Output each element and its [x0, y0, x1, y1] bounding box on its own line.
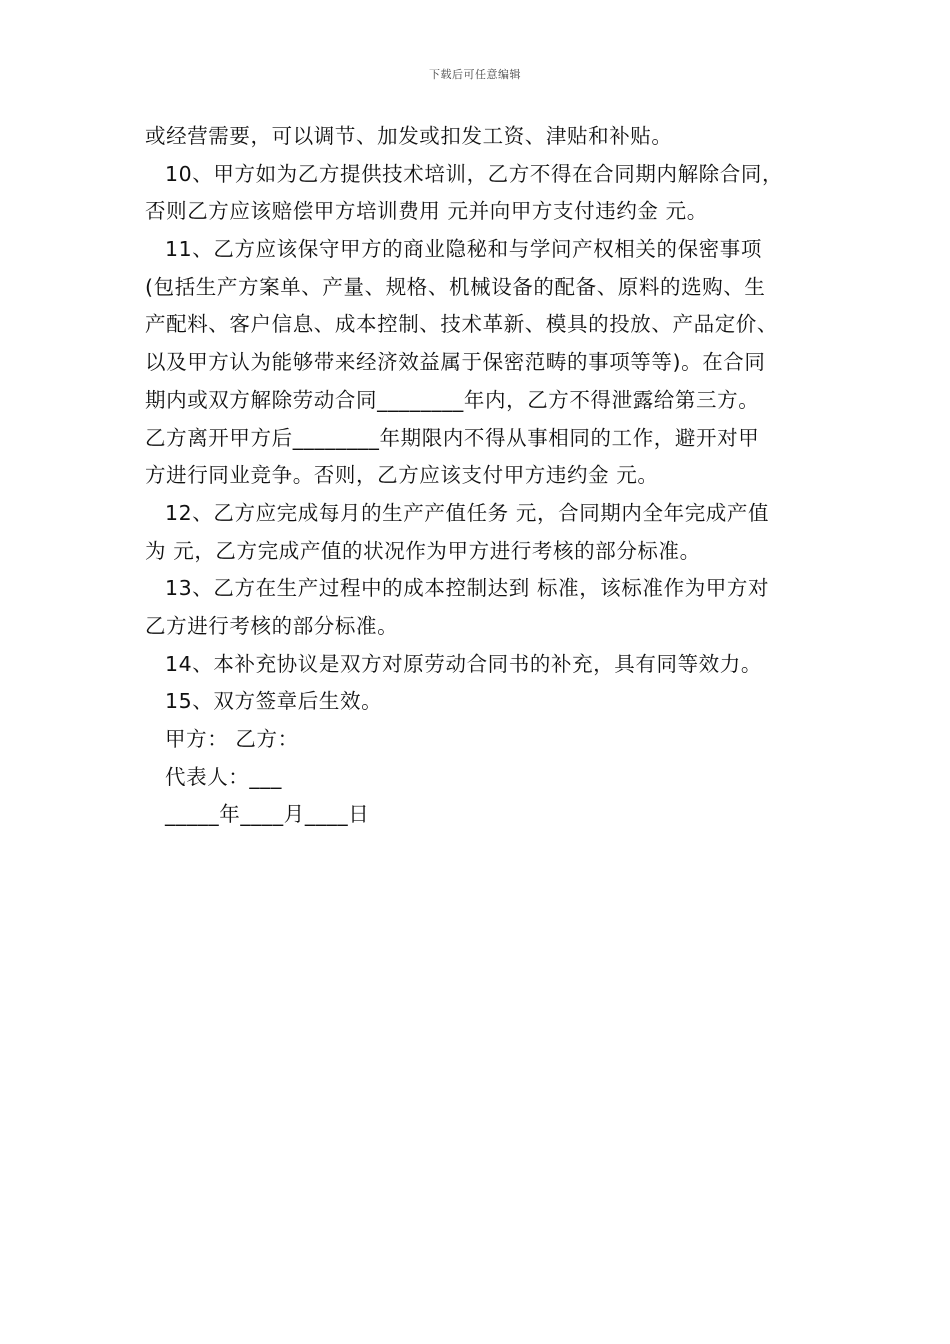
document-body — [145, 118, 817, 834]
clause-12-line: 12、乙方应完成每月的生产产值任务 元，合同期内全年完成产值 — [165, 500, 770, 525]
text-line: 方进行同业竞争。否则，乙方应该支付甲方违约金 元。 — [145, 463, 659, 488]
clause-10-line: 10、甲方如为乙方提供技术培训，乙方不得在合同期内解除合同， — [165, 161, 784, 186]
signature-date: _____年____月____日 — [165, 802, 370, 827]
text-line: 乙方离开甲方后________年期限内不得从事相同的工作，避开对甲 — [145, 425, 760, 450]
clause-13-line: 13、乙方在生产过程中的成本控制达到 标准，该标准作为甲方对 — [165, 576, 770, 601]
clause-14-line: 14、本补充协议是双方对原劳动合同书的补充，具有同等效力。 — [165, 651, 762, 676]
text-line: 或经营需要，可以调节、加发或扣发工资、津贴和补贴。 — [145, 124, 673, 148]
text-line: 期内或双方解除劳动合同________年内，乙方不得泄露给第三方。 — [145, 387, 760, 412]
text-line: 乙方进行考核的部分标准。 — [145, 613, 399, 638]
text-line: 为 元，乙方完成产值的状况作为甲方进行考核的部分标准。 — [145, 538, 701, 563]
signature-parties: 甲方： 乙方： — [165, 727, 299, 751]
text-line: 产配料、客户信息、成本控制、技术革新、模具的投放、产品定价、 — [145, 312, 778, 337]
clause-11-line: 11、乙方应该保守甲方的商业隐秘和与学问产权相关的保密事项 — [165, 237, 762, 262]
clause-15-line: 15、双方签章后生效。 — [165, 689, 383, 714]
text-line: 否则乙方应该赔偿甲方培训费用 元并向甲方支付违约金 元。 — [145, 199, 708, 224]
page-header-note: 下载后可任意编辑 — [429, 68, 521, 81]
text-line: 以及甲方认为能够带来经济效益属于保密范畴的事项等等)。在合同 — [145, 350, 766, 375]
text-line: (包括生产方案单、产量、规格、机械设备的配备、原料的选购、生 — [145, 274, 766, 299]
signature-representative: 代表人：___ — [165, 764, 282, 789]
